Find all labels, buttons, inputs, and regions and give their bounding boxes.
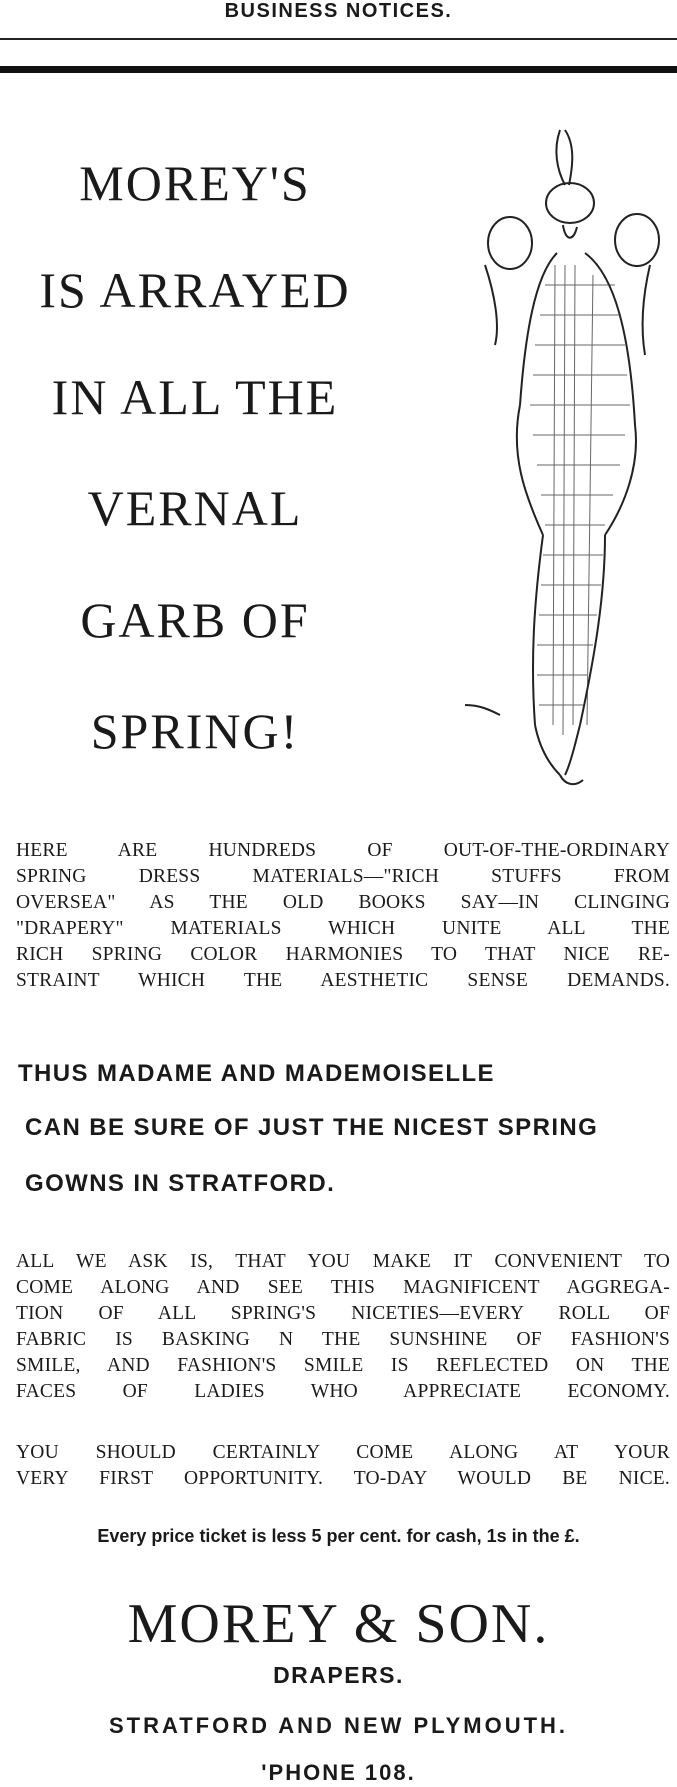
headline-line-4: VERNAL — [87, 480, 303, 536]
intro-line-3: OVERSEA" AS THE OLD BOOKS SAY—IN CLINGING — [16, 892, 670, 913]
firm-name: MOREY & SON. — [127, 1593, 550, 1655]
invite-line-1: ALL WE ASK IS, THAT YOU MAKE IT CONVENIENT TO — [16, 1251, 670, 1272]
trade-label: DRAPERS. — [273, 1662, 404, 1688]
locations: STRATFORD AND NEW PLYMOUTH. — [108, 1713, 569, 1738]
header-rule-thick — [0, 66, 677, 73]
urge-paragraph — [16, 1440, 670, 1492]
highlight-line-3: GOWNS IN STRATFORD. — [25, 1170, 336, 1197]
highlight-line-2: CAN BE SURE OF JUST THE NICEST SPRING — [25, 1114, 599, 1141]
headline-line-2: IS ARRAYED — [39, 262, 351, 318]
intro-line-4: "DRAPERY" MATERIALS WHICH UNITE ALL THE — [16, 918, 670, 939]
invite-paragraph — [16, 1249, 670, 1405]
urge-line-2: VERY FIRST OPPORTUNITY. TO-DAY WOULD BE NICE. — [16, 1468, 670, 1489]
headline-line-5: GARB OF — [80, 592, 310, 648]
invite-line-6: FACES OF LADIES WHO APPRECIATE ECONOMY. — [16, 1381, 670, 1402]
highlight-line-1: THUS MADAME AND MADEMOISELLE — [18, 1060, 495, 1087]
phone-number: 'PHONE 108. — [261, 1760, 416, 1785]
intro-line-1: HERE ARE HUNDREDS OF OUT-OF-THE-ORDINARY — [16, 840, 670, 861]
intro-line-2: SPRING DRESS MATERIALS—"RICH STUFFS FROM — [16, 866, 670, 887]
discount-note: Every price ticket is less 5 per cent. for cash, 1s in the £. — [97, 1526, 580, 1546]
invite-line-2: COME ALONG AND SEE THIS MAGNIFICENT AGGREGA- — [16, 1277, 670, 1298]
intro-line-6: STRAINT WHICH THE AESTHETIC SENSE DEMANDS. — [16, 970, 670, 991]
header-rule-thin — [0, 38, 677, 40]
headline-line-6: SPRING! — [90, 703, 300, 759]
intro-line-5: RICH SPRING COLOR HARMONIES TO THAT NICE RE- — [16, 944, 670, 965]
invite-line-5: SMILE, AND FASHION'S SMILE IS REFLECTED ON THE — [16, 1355, 670, 1376]
invite-line-4: FABRIC IS BASKING N THE SUNSHINE OF FASHION'S — [16, 1329, 670, 1350]
headline-line-3: IN ALL THE — [51, 369, 339, 425]
woman-in-spring-costume-illustration — [465, 125, 670, 795]
invite-line-3: TION OF ALL SPRING'S NICETIES—EVERY ROLL OF — [16, 1303, 670, 1324]
intro-paragraph — [16, 838, 670, 994]
urge-line-1: YOU SHOULD CERTAINLY COME ALONG AT YOUR — [16, 1442, 670, 1463]
headline-line-1: MOREY'S — [79, 155, 311, 211]
section-title: BUSINESS NOTICES. — [224, 0, 453, 22]
